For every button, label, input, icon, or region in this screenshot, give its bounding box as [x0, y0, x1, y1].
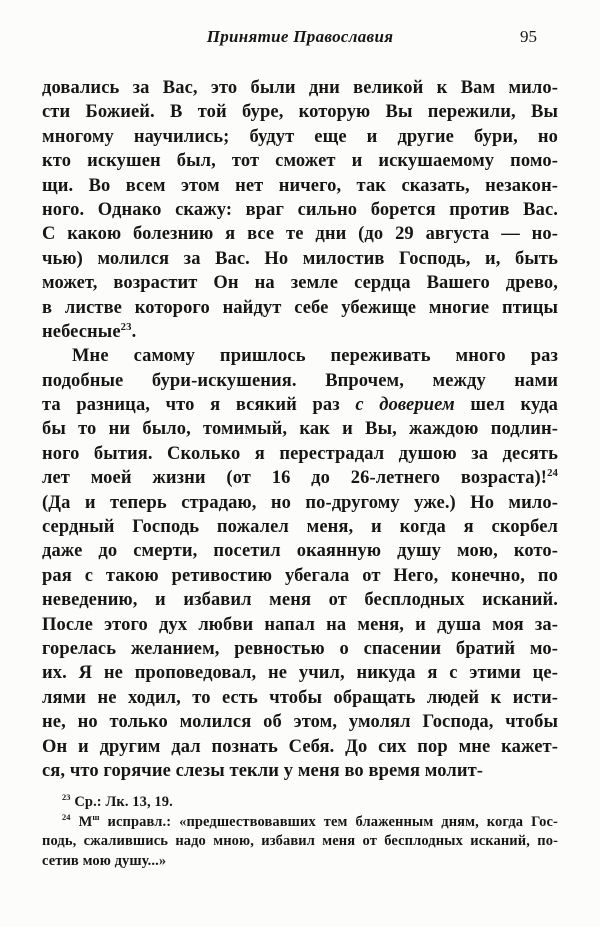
- text-line: лями не ходил, то есть чтобы обращать людей к исти-: [42, 687, 558, 708]
- text-line: щи. Во всем этом нет ничего, так сказать, незакон-: [42, 175, 558, 196]
- running-title: Принятие Православия: [206, 27, 394, 46]
- text-line: многому научились; будут еще и другие бури, но: [42, 126, 558, 147]
- footnote-23: [42, 793, 558, 813]
- text-line: рая с такою ретивостию убегала от Него, конечно, по: [42, 565, 558, 586]
- footnote-24: [42, 813, 558, 872]
- text-line: Мне самому пришлось переживать много раз: [72, 346, 558, 367]
- text-line: может, возрастит Он на земле сердца Вашего древо,: [42, 273, 558, 294]
- text-line: ного бытия. Сколько я перестрадал душою за десять: [42, 443, 558, 464]
- text-line: небесные$^{23}$.: [42, 320, 137, 342]
- text-line: Он и другим дал познать Себя. До сих пор мне кажет-: [42, 736, 558, 757]
- text-line: чью) молился за Вас. Но милостив Господь, и, быть: [42, 248, 558, 269]
- body-text: [42, 76, 558, 783]
- footnotes: [42, 793, 558, 871]
- page-number: 95: [520, 27, 537, 46]
- text-line: не, но только молился об этом, умолял Господа, чтобы: [42, 712, 558, 733]
- text-line: $^{24}$ М$^ш$ исправл.: «предшествовавших тем блаженным дням, когда Гос-: [62, 813, 558, 830]
- text-line: $^{23}$ Ср.: Лк. 13, 19.: [62, 793, 173, 811]
- text-line: ного. Однако скажу: враг сильно борется против Вас.: [42, 199, 558, 220]
- text-line: сти Божией. В той буре, которую Вы пережили, Вы: [42, 102, 558, 123]
- text-line: бы то ни было, томимый, как и Вы, жаждою подлин-: [42, 419, 558, 440]
- text-line: подь, сжалившись надо мною, избавил меня от бесплодных исканий, по-: [42, 833, 558, 850]
- text-line: (Да и теперь страдаю, но по-другому уже.) Но мило-: [42, 492, 558, 513]
- text-line: сетив мою душу...»: [42, 852, 167, 869]
- text-line: С какою болезнию я все те дни (до 29 августа — но-: [42, 224, 558, 245]
- text-line: кто искушен был, тот сможет и искушаемому помо-: [42, 151, 558, 172]
- text-line: даже до смерти, посетил окаянную душу мою, кото-: [42, 541, 558, 562]
- text-line: та разница, что я всякий раз с доверием шел куда: [42, 395, 558, 416]
- text-line: в листве которого найдут себе убежище многие птицы: [42, 297, 558, 318]
- text-line: сердный Господь пожалел меня, и когда я скорбел: [42, 517, 558, 538]
- text-line: ся, что горячие слезы текли у меня во время молит-: [42, 760, 484, 781]
- text-line: лет моей жизни (от 16 до 26-летнего возраста)!$^{24}$: [42, 467, 558, 489]
- text-line: неведению, и избавил меня от бесплодных исканий.: [42, 590, 558, 611]
- text-line: После этого дух любви напал на меня, и душа моя за-: [42, 614, 558, 635]
- running-header: [42, 27, 558, 49]
- paragraph-1: [42, 76, 558, 344]
- text-line: довались за Вас, это были дни великой к Вам мило-: [42, 78, 558, 98]
- text-line: их. Я не проповедовал, не учил, никуда я с этими це-: [42, 663, 558, 684]
- text-line: подобные бури-искушения. Впрочем, между нами: [42, 370, 558, 391]
- paragraph-2: [42, 344, 558, 783]
- text-line: горелась желанием, ревностью о спасении братий мо-: [42, 638, 558, 659]
